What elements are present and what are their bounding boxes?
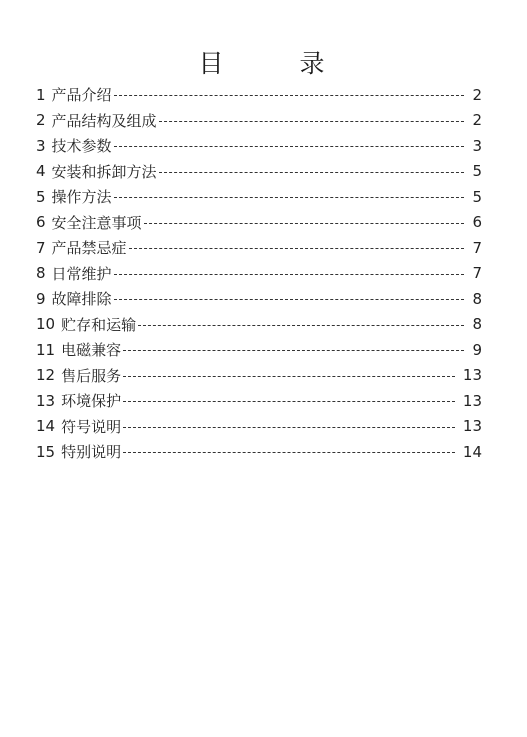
toc-entry-page: 14 [462,442,482,461]
toc-entry-number: 13 [36,391,56,410]
toc-entry[interactable] [36,312,482,338]
toc-entry[interactable] [36,108,482,134]
toc-entry-number: 15 [36,442,56,461]
toc-leader-line [114,95,464,96]
toc-entry-page: 8 [472,289,482,308]
toc-entry-label: 贮存和运输 [61,315,137,334]
toc-entry-page: 5 [472,187,482,206]
toc-entry-label: 环境保护 [61,392,122,411]
toc-entry[interactable] [36,286,482,312]
toc-entry-page: 2 [472,85,482,104]
toc-entry-page: 13 [462,417,482,436]
toc-entry-label: 安装和拆卸方法 [51,162,157,181]
toc-entry-page: 2 [472,111,482,130]
toc-entry-label: 故障排除 [51,290,112,309]
toc-entry-page: 5 [472,162,482,181]
toc-entry[interactable] [36,337,482,363]
toc-entry-number: 2 [36,111,46,130]
toc-leader-line [138,325,464,326]
toc-entry-number: 7 [36,238,46,257]
page-title: 目 录 [198,49,359,78]
toc-entry-label: 产品介绍 [51,86,112,105]
toc-entry-label: 特别说明 [61,443,122,462]
toc-entry-page: 7 [472,238,482,257]
toc-leader-line [144,223,464,224]
toc-entry[interactable] [36,235,482,261]
toc-entry-number: 8 [36,264,46,283]
toc-entry[interactable] [36,133,482,159]
toc-entry-number: 5 [36,187,46,206]
toc-entry[interactable] [36,261,482,287]
toc-leader-line [114,146,464,147]
toc-entry-label: 日常维护 [51,264,112,283]
toc-entry-number: 6 [36,213,46,232]
toc-entry-number: 4 [36,162,46,181]
toc-entry[interactable] [36,388,482,414]
toc-entry-page: 6 [472,213,482,232]
table-of-contents [36,82,482,465]
toc-entry-number: 12 [36,366,56,385]
toc-entry-page: 13 [462,391,482,410]
toc-entry-label: 产品禁忌症 [51,239,127,258]
toc-entry[interactable] [36,159,482,185]
toc-entry-label: 售后服务 [61,366,122,385]
toc-entry-label: 电磁兼容 [61,341,122,360]
toc-entry-number: 11 [36,340,56,359]
toc-entry-number: 3 [36,136,46,155]
toc-entry[interactable] [36,210,482,236]
toc-leader-line [123,452,455,453]
toc-entry[interactable] [36,363,482,389]
toc-entry[interactable] [36,414,482,440]
toc-leader-line [123,350,464,351]
toc-entry-number: 1 [36,85,46,104]
toc-leader-line [114,299,464,300]
toc-entry-page: 8 [472,315,482,334]
toc-entry-number: 14 [36,417,56,436]
toc-leader-line [129,248,464,249]
toc-entry-label: 安全注意事项 [51,213,142,232]
toc-entry-page: 7 [472,264,482,283]
toc-entry[interactable] [36,184,482,210]
toc-leader-line [123,376,455,377]
toc-entry-number: 9 [36,289,46,308]
toc-leader-line [123,401,455,402]
toc-entry-page: 3 [472,136,482,155]
toc-entry-label: 产品结构及组成 [51,111,157,130]
toc-leader-line [159,121,464,122]
toc-entry-label: 符号说明 [61,417,122,436]
toc-leader-line [114,197,464,198]
toc-entry[interactable] [36,439,482,465]
toc-entry[interactable] [36,82,482,108]
toc-entry-label: 技术参数 [51,137,112,156]
toc-entry-number: 10 [36,315,56,334]
toc-entry-page: 13 [462,366,482,385]
toc-leader-line [114,274,464,275]
toc-leader-line [159,172,464,173]
toc-leader-line [123,427,455,428]
toc-entry-label: 操作方法 [51,188,112,207]
toc-entry-page: 9 [472,340,482,359]
